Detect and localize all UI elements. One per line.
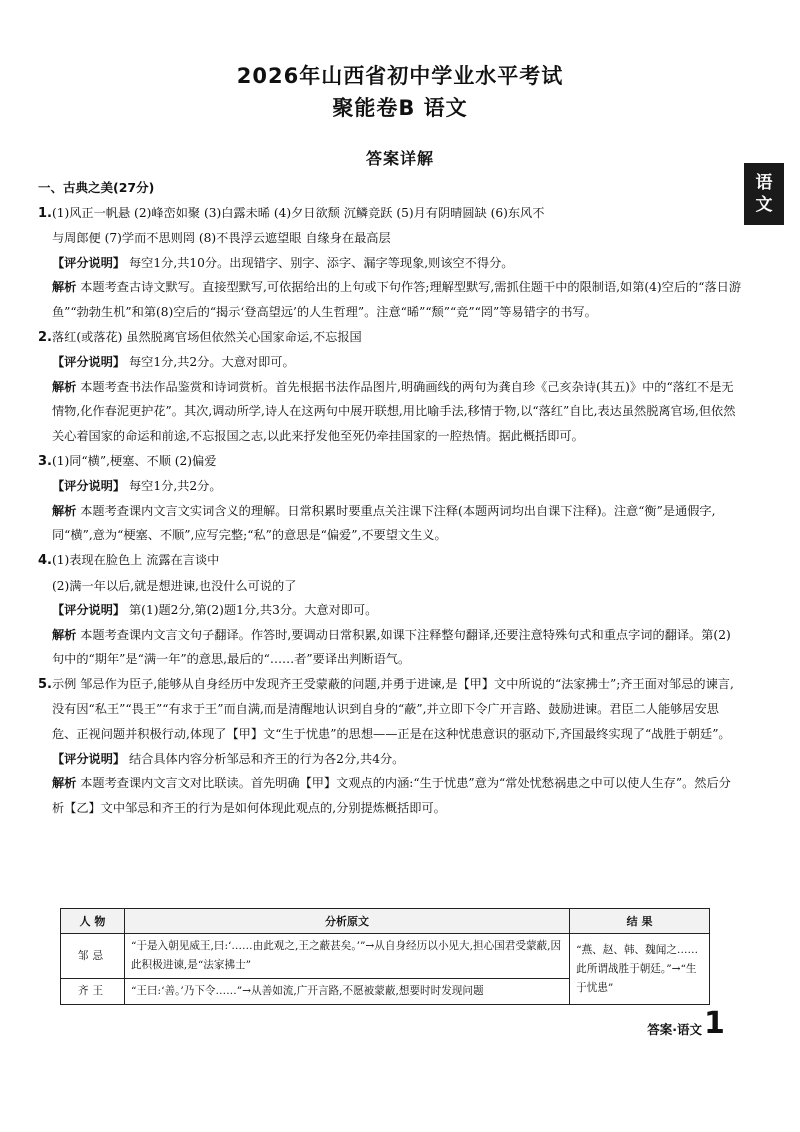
q1-scoring-text: 每空1分,共10分。出现错字、别字、添字、漏字等现象,则该空不得分。 [125, 255, 514, 270]
q3-analysis-label: 解析 [52, 503, 77, 518]
q4-number: 4. [38, 552, 52, 568]
q3-scoring-text: 每空1分,共2分。 [125, 479, 222, 494]
q1-analysis [38, 275, 742, 324]
q4-analysis-text: 本题考查课内文言文句子翻译。作答时,要调动日常积累,如课下注释整句翻译,还要注意特殊句式和重点字词的翻译。第(2)句中的“期年”是“满一年”的意思,最后的“……者”要译出判断语气。 [52, 627, 731, 667]
q5-analysis-text: 本题考查课内文言文对比联读。首先明确【甲】文观点的内涵:“生于忧患”意为“常处忧愁祸患之中可以使人生存”。然后分析【乙】文中邹忌和齐王的行为是如何体现此观点的,分别提炼概括即可。 [52, 776, 731, 815]
q2-analysis-label: 解析 [52, 379, 77, 394]
q2-scoring [38, 350, 742, 375]
section-heading: 一、古典之美(27分) [38, 180, 155, 195]
q3-analysis [38, 499, 742, 548]
table-cell-person: 齐王 [61, 979, 125, 1005]
q2-scoring-text: 每空1分,共2分。大意对即可。 [125, 355, 295, 370]
q3-scoring-label: 【评分说明】 [52, 479, 126, 494]
exam-title: 2026年山西省初中学业水平考试 [236, 64, 564, 88]
q4-answer-line1: (1)表现在脸色上 流露在言谈中 [51, 552, 220, 567]
q5-scoring-label: 【评分说明】 [52, 751, 126, 766]
q5-scoring [38, 747, 742, 772]
q4-answer-line2: (2)满一年以后,就是想进谏,也没什么可说的了 [52, 578, 297, 593]
q4-answer [38, 548, 742, 574]
q2-number: 2. [38, 329, 52, 345]
side-tab-char-1: 语 [755, 173, 773, 193]
q4-scoring-label: 【评分说明】 [52, 603, 126, 618]
q5-answer-text: 示例 邹忌作为臣子,能够从自身经历中发现齐王受蒙蔽的问题,并勇于进谏,是【甲】文中所说的“法家拂士”;齐王面对邹忌的谏言,没有因“私王”“畏王”“有求于王”而自满,而是清醒地认识到自身的“蔽”,并立即下令广开言路、鼓励进谏。君臣二人能够居安思危、正视问题并积极行动,体现了【甲】文“生于忧患”的思想——正是在这种忧患意识的驱动下,齐国最终实现了“战胜于朝廷”。 [51, 676, 734, 742]
q2-answer [38, 325, 742, 351]
q4-scoring [38, 598, 742, 623]
q1-answer [38, 201, 742, 227]
q2-analysis [38, 375, 742, 449]
table-row [61, 934, 710, 979]
answer-heading: 答案详解 [365, 149, 434, 168]
paper-title: 聚能卷B 语文 [332, 96, 468, 120]
q1-number: 1. [38, 205, 52, 221]
q4-scoring-text: 第(1)题2分,第(2)题1分,共3分。大意对即可。 [125, 603, 378, 618]
q2-analysis-text: 本题考查书法作品鉴赏和诗词赏析。首先根据书法作品图片,明确画线的两句为龚自珍《己亥杂诗(其五)》中的“落红不是无情物,化作春泥更护花”。其次,调动所学,诗人在这两句中展开联想,用比喻手法,移情于物,以“落红”自比,表达虽然脱离官场,但依然关心着国家的命运和前途,不忘报国之志,以此来抒发他至死仍牵挂国家的一腔热情。据此概括即可。 [52, 379, 736, 443]
table-cell-result: “燕、赵、韩、魏闻之……此所谓战胜于朝廷。”→“生于忧患” [570, 934, 710, 1005]
table-header-text: 分析原文 [124, 909, 569, 934]
q1-answer-line1: (1)风正一帆悬 (2)峰峦如聚 (3)白露未晞 (4)夕日欲颓 沉鳞竞跃 (5)月有阴晴圆缺 (6)东风不 [51, 205, 545, 220]
q4-analysis-label: 解析 [52, 627, 77, 642]
q3-number: 3. [38, 453, 52, 469]
q2-scoring-label: 【评分说明】 [52, 355, 126, 370]
table-header-person: 人 物 [61, 909, 125, 934]
q2-answer-text: 落红(或落花) 虽然脱离官场但依然关心国家命运,不忘报国 [51, 329, 362, 344]
q3-answer [38, 449, 742, 475]
q5-answer [38, 672, 742, 747]
q3-answer-text: (1)同“横”,梗塞、不顺 (2)偏爱 [51, 453, 217, 468]
side-tab-char-2: 文 [755, 195, 773, 215]
q5-analysis [38, 771, 742, 820]
q5-number: 5. [38, 676, 52, 692]
analysis-table [60, 908, 710, 1005]
table-header-row [61, 909, 710, 934]
footer-label: 答案·语文 [647, 1022, 702, 1037]
table-cell-person: 邹忌 [61, 934, 125, 979]
q1-scoring [38, 251, 742, 276]
q3-analysis-text: 本题考查课内文言文实词含义的理解。日常积累时要重点关注课下注释(本题两词均出自课下注释)。注意“衡”是通假字,同“横”,意为“梗塞、不顺”,应写完整;“私”的意思是“偏爱”,不要望文生义。 [52, 503, 716, 543]
page-number: 1 [704, 1006, 725, 1041]
table-cell-text: “王曰:‘善。’乃下令……”→从善如流,广开言路,不愿被蒙蔽,想要时时发现问题 [124, 979, 569, 1005]
q3-scoring [38, 474, 742, 499]
subject-side-tab [744, 163, 784, 225]
table-cell-text: “于是入朝见威王,曰:‘……由此观之,王之蔽甚矣。’”→从自身经历以小见大,担心国君受蒙蔽,因此积极进谏,是“法家拂士” [124, 934, 569, 979]
q1-analysis-label: 解析 [52, 280, 77, 295]
q1-answer-line2: 与周郎便 (7)学而不思则罔 (8)不畏浮云遮望眼 自缘身在最高层 [52, 231, 391, 246]
q5-scoring-text: 结合具体内容分析邹忌和齐王的行为各2分,共4分。 [125, 751, 405, 766]
q4-analysis [38, 623, 742, 672]
answer-content [38, 176, 742, 820]
table-header-result: 结 果 [570, 909, 710, 934]
q5-analysis-label: 解析 [52, 776, 77, 791]
q1-scoring-label: 【评分说明】 [52, 255, 126, 270]
q1-analysis-text: 本题考查古诗文默写。直接型默写,可依据给出的上句或下句作答;理解型默写,需抓住题干中的限制语,如第(4)空后的“落日游鱼”“勃勃生机”和第(8)空后的“揭示‘登高望远’的人生哲理”。注意“晞”“颓”“竞”“罔”等易错字的书写。 [52, 280, 742, 319]
